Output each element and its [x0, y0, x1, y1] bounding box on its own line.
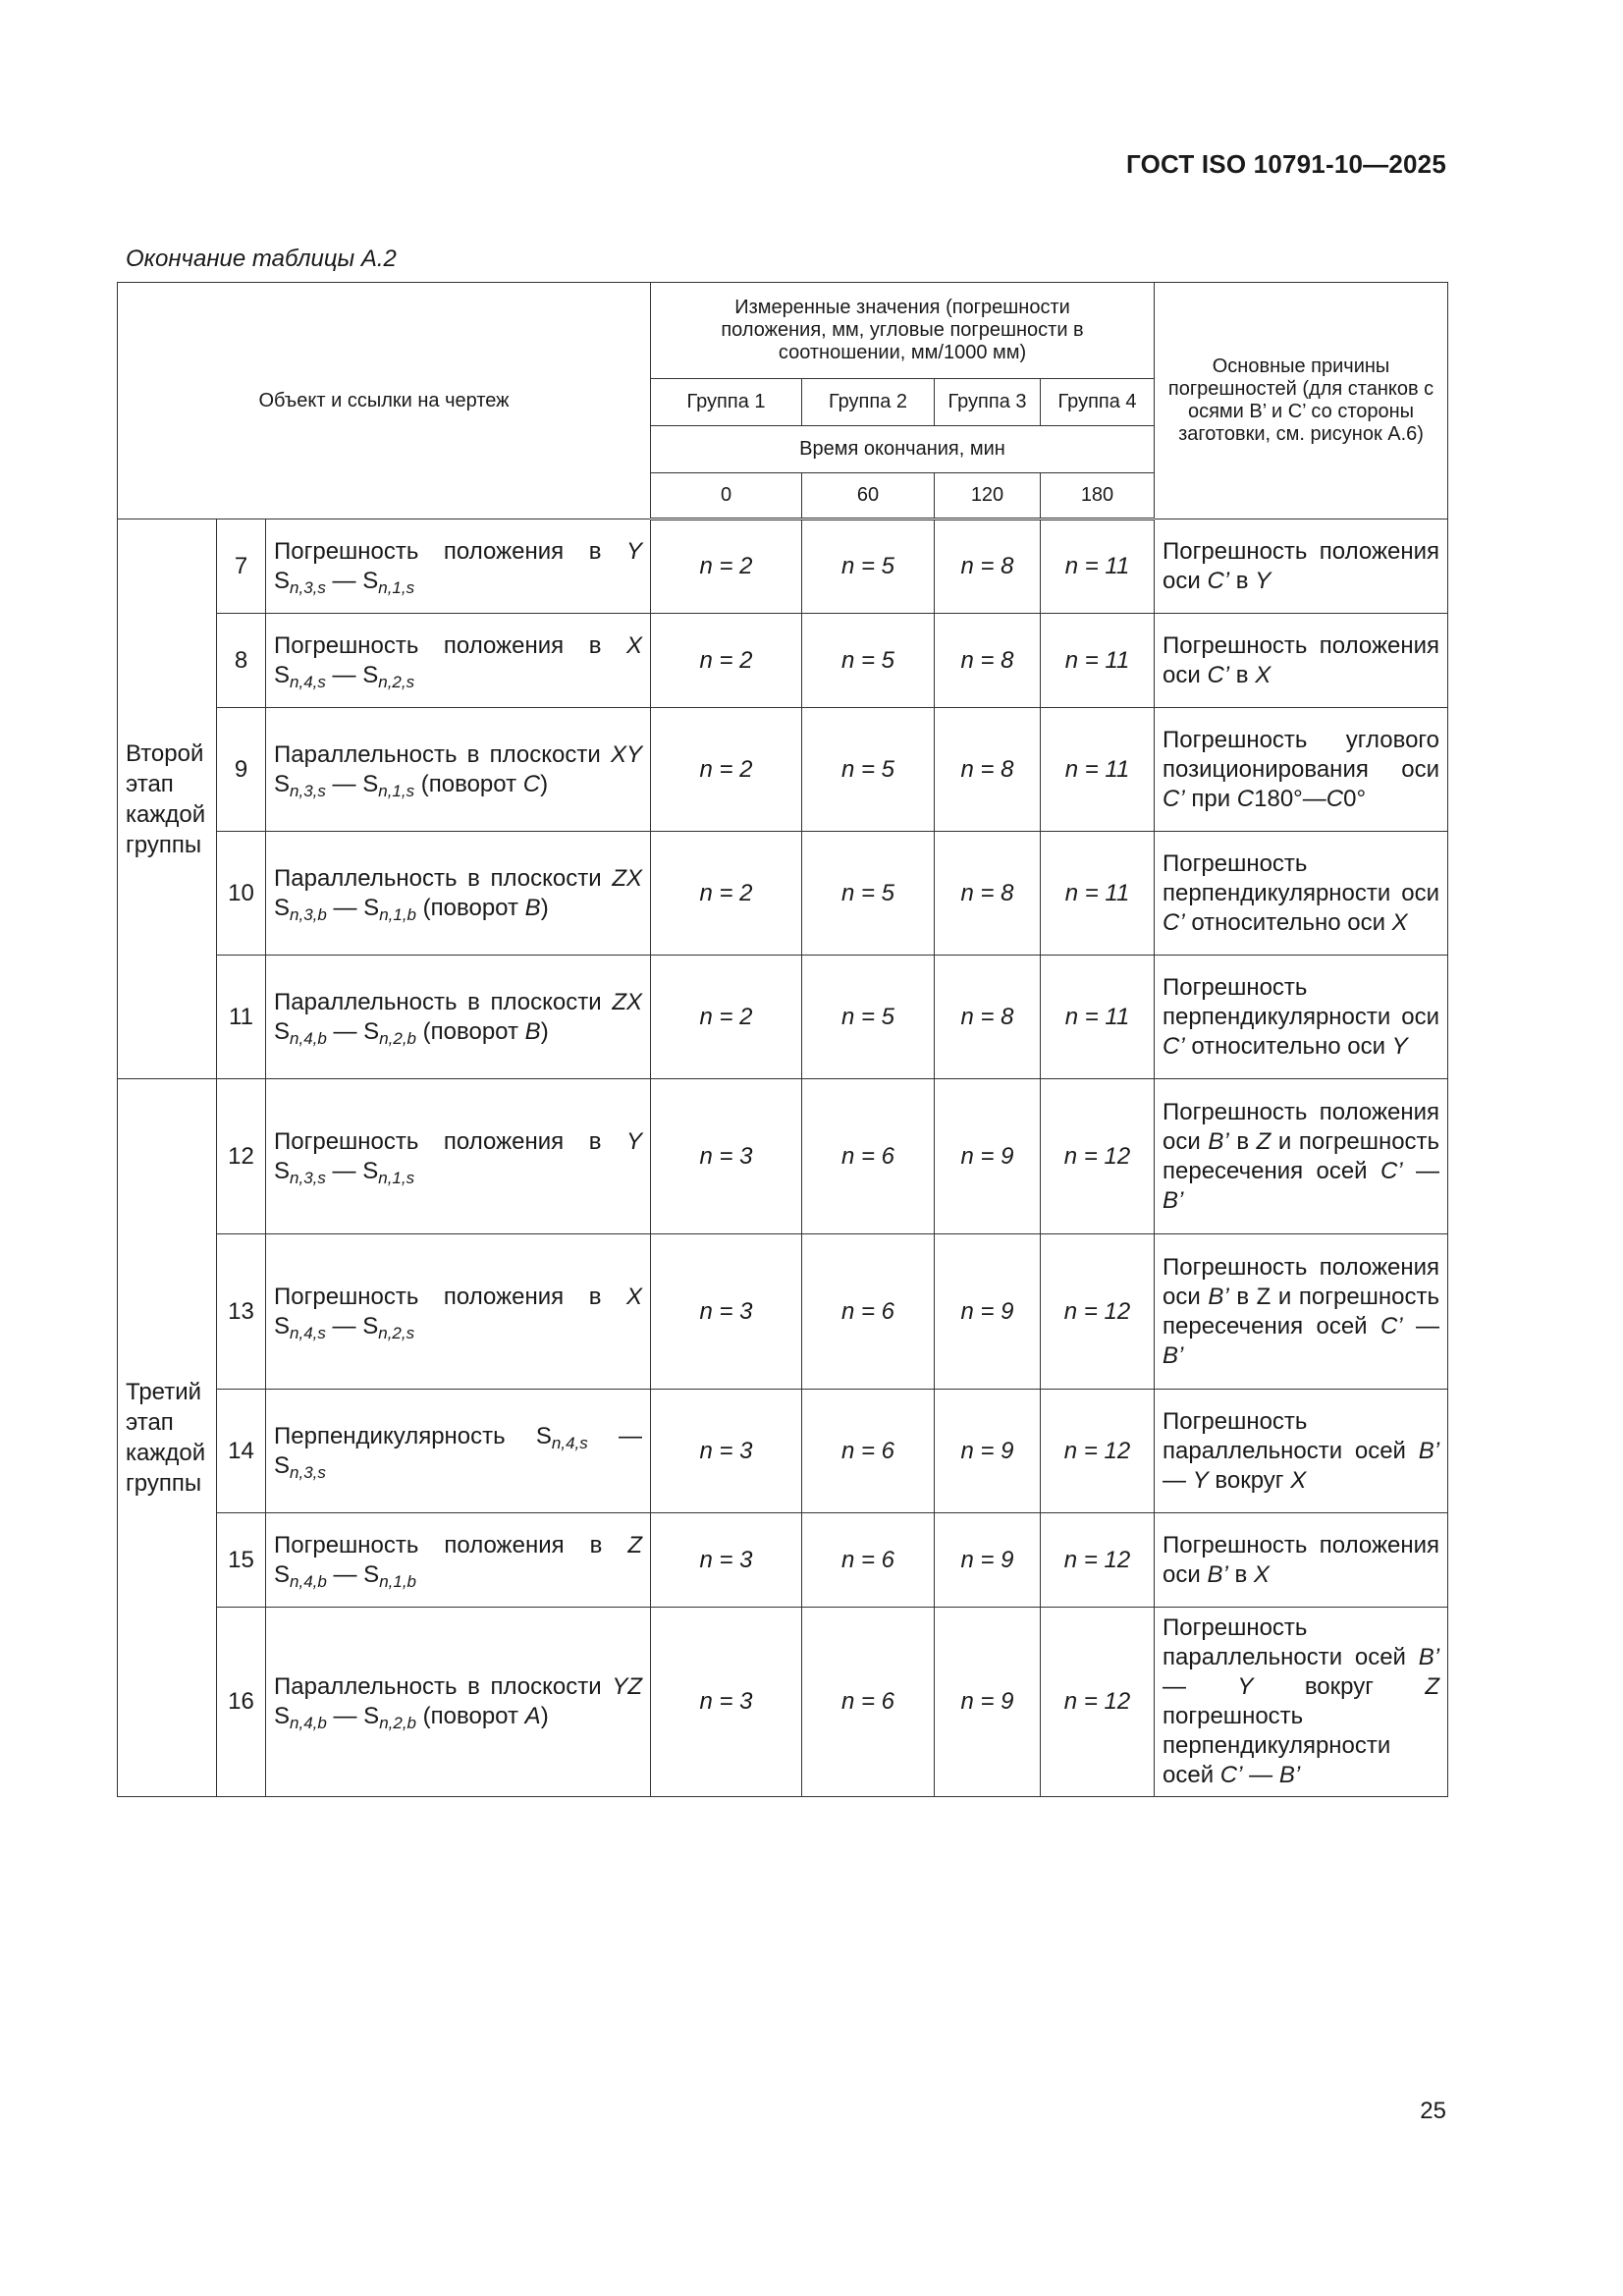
header-object: Объект и ссылки на чертеж: [118, 283, 651, 519]
value-group-1: n = 3: [651, 1079, 802, 1234]
value-group-4: n = 12: [1041, 1390, 1155, 1513]
cause-cell: Погрешность положения оси B’ в Z и погрешность пересечения осей C’ — B’: [1155, 1234, 1448, 1390]
value-group-3: n = 8: [935, 614, 1041, 708]
header-group-1: Группа 1: [651, 379, 802, 426]
value-group-3: n = 9: [935, 1079, 1041, 1234]
row-number: 14: [217, 1390, 266, 1513]
value-group-4: n = 11: [1041, 956, 1155, 1079]
value-group-1: n = 3: [651, 1608, 802, 1797]
row-number: 7: [217, 519, 266, 614]
value-group-2: n = 5: [802, 956, 935, 1079]
value-group-2: n = 5: [802, 708, 935, 832]
value-group-1: n = 2: [651, 956, 802, 1079]
header-causes: Основные причины погрешностей (для станков с осями B’ и C’ со стороны заготовки, см. рисунок А.6): [1155, 283, 1448, 519]
stage-second: Второй этап каждой группы: [118, 519, 217, 1079]
object-cell: Параллельность в плоскости ZX $S_{n,4,b}$ — $S_{n,2,b}$ (поворот B): [266, 956, 651, 1079]
table-row: [118, 956, 1448, 1079]
cause-cell: Погрешность положения оси B’ в Z и погрешность пересечения осей C’ — B’: [1155, 1079, 1448, 1234]
value-group-4: n = 11: [1041, 708, 1155, 832]
page-number: 25: [1420, 2098, 1446, 2124]
cause-cell: Погрешность положения оси C’ в X: [1155, 614, 1448, 708]
cause-cell: Погрешность перпендикулярности оси C’ относительно оси Y: [1155, 956, 1448, 1079]
value-group-1: n = 2: [651, 519, 802, 614]
value-group-2: n = 5: [802, 519, 935, 614]
table-caption: Окончание таблицы А.2: [126, 246, 397, 272]
header-time-180: 180: [1041, 473, 1155, 519]
table-row: [118, 519, 1448, 614]
value-group-4: n = 12: [1041, 1079, 1155, 1234]
row-number: 12: [217, 1079, 266, 1234]
value-group-2: n = 5: [802, 614, 935, 708]
table-row: [118, 832, 1448, 956]
cause-cell: Погрешность положения оси B’ в X: [1155, 1513, 1448, 1608]
value-group-3: n = 9: [935, 1234, 1041, 1390]
object-cell: Погрешность положения в X $S_{n,4,s}$ — $S_{n,2,s}$: [266, 1234, 651, 1390]
table-row: [118, 1513, 1448, 1608]
value-group-4: n = 11: [1041, 832, 1155, 956]
value-group-3: n = 8: [935, 708, 1041, 832]
header-time-label: Время окончания, мин: [651, 426, 1155, 473]
header-group-3: Группа 3: [935, 379, 1041, 426]
cause-cell: Погрешность параллельности осей B’ — Y вокруг X: [1155, 1390, 1448, 1513]
header-time-60: 60: [802, 473, 935, 519]
cause-cell: Погрешность перпендикулярности оси C’ относительно оси X: [1155, 832, 1448, 956]
value-group-2: n = 6: [802, 1079, 935, 1234]
object-cell: Параллельность в плоскости ZX $S_{n,3,b}$ — $S_{n,1,b}$ (поворот B): [266, 832, 651, 956]
value-group-4: n = 11: [1041, 614, 1155, 708]
stage-third: Третий этап каждой группы: [118, 1079, 217, 1797]
table-row: [118, 614, 1448, 708]
value-group-4: n = 12: [1041, 1513, 1155, 1608]
table-row: [118, 1079, 1448, 1234]
header-measured: Измеренные значения (погрешности положения, мм, угловые погрешности в соотношении, мм/1000 мм): [651, 283, 1155, 379]
header-time-120: 120: [935, 473, 1041, 519]
value-group-1: n = 2: [651, 832, 802, 956]
object-cell: Погрешность положения в Y $S_{n,3,s}$ — $S_{n,1,s}$: [266, 1079, 651, 1234]
cause-cell: Погрешность положения оси C’ в Y: [1155, 519, 1448, 614]
row-number: 9: [217, 708, 266, 832]
table-row: [118, 1608, 1448, 1797]
row-number: 15: [217, 1513, 266, 1608]
value-group-1: n = 2: [651, 708, 802, 832]
row-number: 11: [217, 956, 266, 1079]
value-group-3: n = 9: [935, 1390, 1041, 1513]
table-row: [118, 1390, 1448, 1513]
object-cell: Погрешность положения в X $S_{n,4,s}$ — $S_{n,2,s}$: [266, 614, 651, 708]
value-group-3: n = 8: [935, 519, 1041, 614]
value-group-1: n = 3: [651, 1513, 802, 1608]
object-cell: Перпендикулярность $S_{n,4,s}$ — $S_{n,3,s}$: [266, 1390, 651, 1513]
row-number: 10: [217, 832, 266, 956]
header-time-0: 0: [651, 473, 802, 519]
row-number: 13: [217, 1234, 266, 1390]
value-group-1: n = 3: [651, 1234, 802, 1390]
value-group-4: n = 12: [1041, 1608, 1155, 1797]
value-group-2: n = 6: [802, 1513, 935, 1608]
value-group-2: n = 6: [802, 1234, 935, 1390]
value-group-2: n = 6: [802, 1390, 935, 1513]
row-number: 8: [217, 614, 266, 708]
cause-cell: Погрешность углового позиционирования оси C’ при C180°—C0°: [1155, 708, 1448, 832]
value-group-3: n = 9: [935, 1608, 1041, 1797]
header-group-2: Группа 2: [802, 379, 935, 426]
table-row: [118, 708, 1448, 832]
row-number: 16: [217, 1608, 266, 1797]
value-group-2: n = 6: [802, 1608, 935, 1797]
value-group-2: n = 5: [802, 832, 935, 956]
value-group-3: n = 8: [935, 956, 1041, 1079]
data-table: [117, 282, 1448, 1797]
object-cell: Погрешность положения в Z $S_{n,4,b}$ — $S_{n,1,b}$: [266, 1513, 651, 1608]
table-row: [118, 1234, 1448, 1390]
object-cell: Параллельность в плоскости XY $S_{n,3,s}$ — $S_{n,1,s}$ (поворот C): [266, 708, 651, 832]
value-group-1: n = 3: [651, 1390, 802, 1513]
value-group-4: n = 11: [1041, 519, 1155, 614]
value-group-3: n = 9: [935, 1513, 1041, 1608]
value-group-4: n = 12: [1041, 1234, 1155, 1390]
document-code: ГОСТ ISO 10791-10—2025: [1126, 149, 1446, 179]
cause-cell: Погрешность параллельности осей B’ — Y вокруг Z погрешность перпендикулярности осей C’ — B’: [1155, 1608, 1448, 1797]
object-cell: Параллельность в плоскости YZ $S_{n,4,b}$ — $S_{n,2,b}$ (поворот A): [266, 1608, 651, 1797]
object-cell: Погрешность положения в Y $S_{n,3,s}$ — $S_{n,1,s}$: [266, 519, 651, 614]
header-group-4: Группа 4: [1041, 379, 1155, 426]
value-group-1: n = 2: [651, 614, 802, 708]
value-group-3: n = 8: [935, 832, 1041, 956]
